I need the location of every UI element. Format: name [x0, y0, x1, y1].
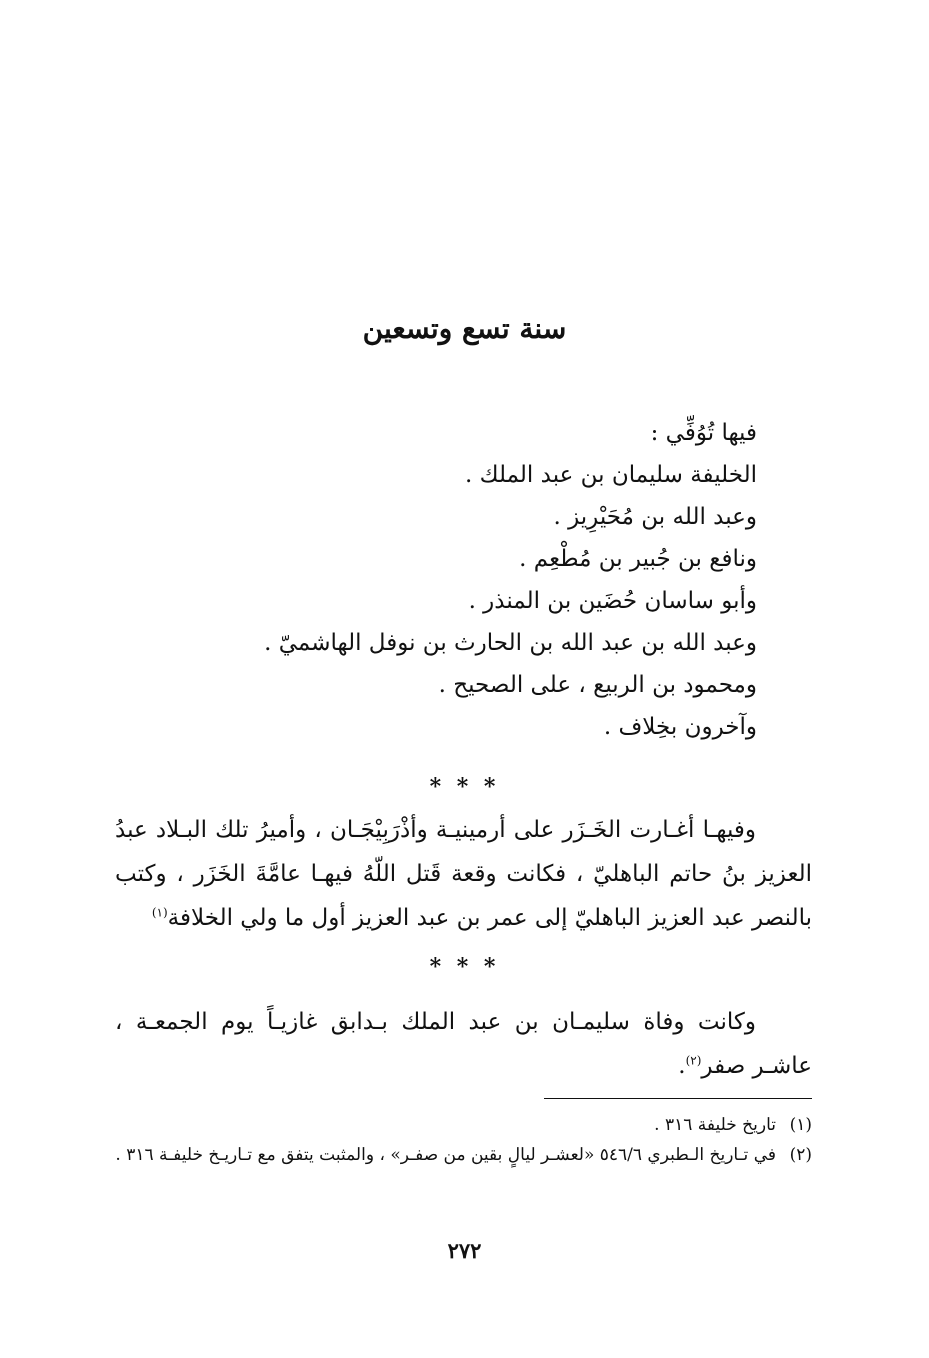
footnotes — [115, 1110, 812, 1170]
page-number: ٢٧٢ — [447, 1238, 482, 1263]
footnote-reference[interactable]: (٢) — [685, 1053, 702, 1068]
deaths-list-item: ونافع بن جُبير بن مُطْعِم . — [519, 546, 757, 572]
footnote-text: تاريخ خليفة ٣١٦ . — [654, 1115, 776, 1135]
footnote-item — [115, 1110, 812, 1140]
deaths-list-item: وعبد الله بن مُحَيْرِيز . — [553, 504, 757, 530]
deaths-list-item: الخليفة سليمان بن عبد الملك . — [465, 462, 757, 488]
deaths-list-item: وعبد الله بن عبد الله بن الحارث بن نوفل الهاشميّ . — [264, 630, 757, 656]
footnote-number: (٢) — [789, 1145, 812, 1165]
deaths-list — [157, 412, 757, 748]
footnote-reference[interactable]: (١) — [151, 905, 168, 920]
footnote-number: (١) — [789, 1115, 812, 1135]
paragraph-text: وكانت وفاة سليمـان بن عبد الملك بـدابق غازيـاً يوم الجمعـة ، عاشـر صفر — [115, 1009, 812, 1079]
deaths-list-item: ومحمود بن الربيع ، على الصحيح . — [438, 672, 757, 698]
deaths-list-intro: فيها تُوُفِّي : — [650, 420, 757, 446]
paragraph-text: وفيهـا أغـارت الخَـزَر على أرمينيـة وأذْرَبِيْجَـان ، وأميرُ تلك البـلاد عبدُ العزيز بنُ حاتم الباهليّ ، فكانت وقعة قَتل اللّهُ فيهـا عامَّةَ الخَزَر ، وكتب بالنصر عبد العزيز الباهليّ إلى عمر بن عبد العزيز أول ما ولي الخلافة — [115, 817, 812, 931]
khazar-raid-paragraph — [115, 808, 812, 940]
paragraph-ending: . — [678, 1053, 686, 1079]
section-separator: * * * — [429, 774, 500, 800]
footnote-divider — [544, 1098, 812, 1099]
footnote-item — [115, 1140, 812, 1170]
section-separator: * * * — [429, 954, 500, 980]
deaths-list-item: وأبو ساسان حُضَين بن المنذر . — [468, 588, 757, 614]
footnote-text: في تـاريخ الـطبري ٥٤٦/٦ «لعشـر ليالٍ بقين من صفـر» ، والمثبت يتفق مع تـاريـخ خليفـة ٣١٦ . — [115, 1145, 776, 1165]
sulayman-death-paragraph — [115, 1000, 812, 1088]
deaths-list-item: وآخرون بخِلاف . — [603, 714, 757, 740]
page-title: سنة تسع وتسعين — [362, 311, 567, 345]
